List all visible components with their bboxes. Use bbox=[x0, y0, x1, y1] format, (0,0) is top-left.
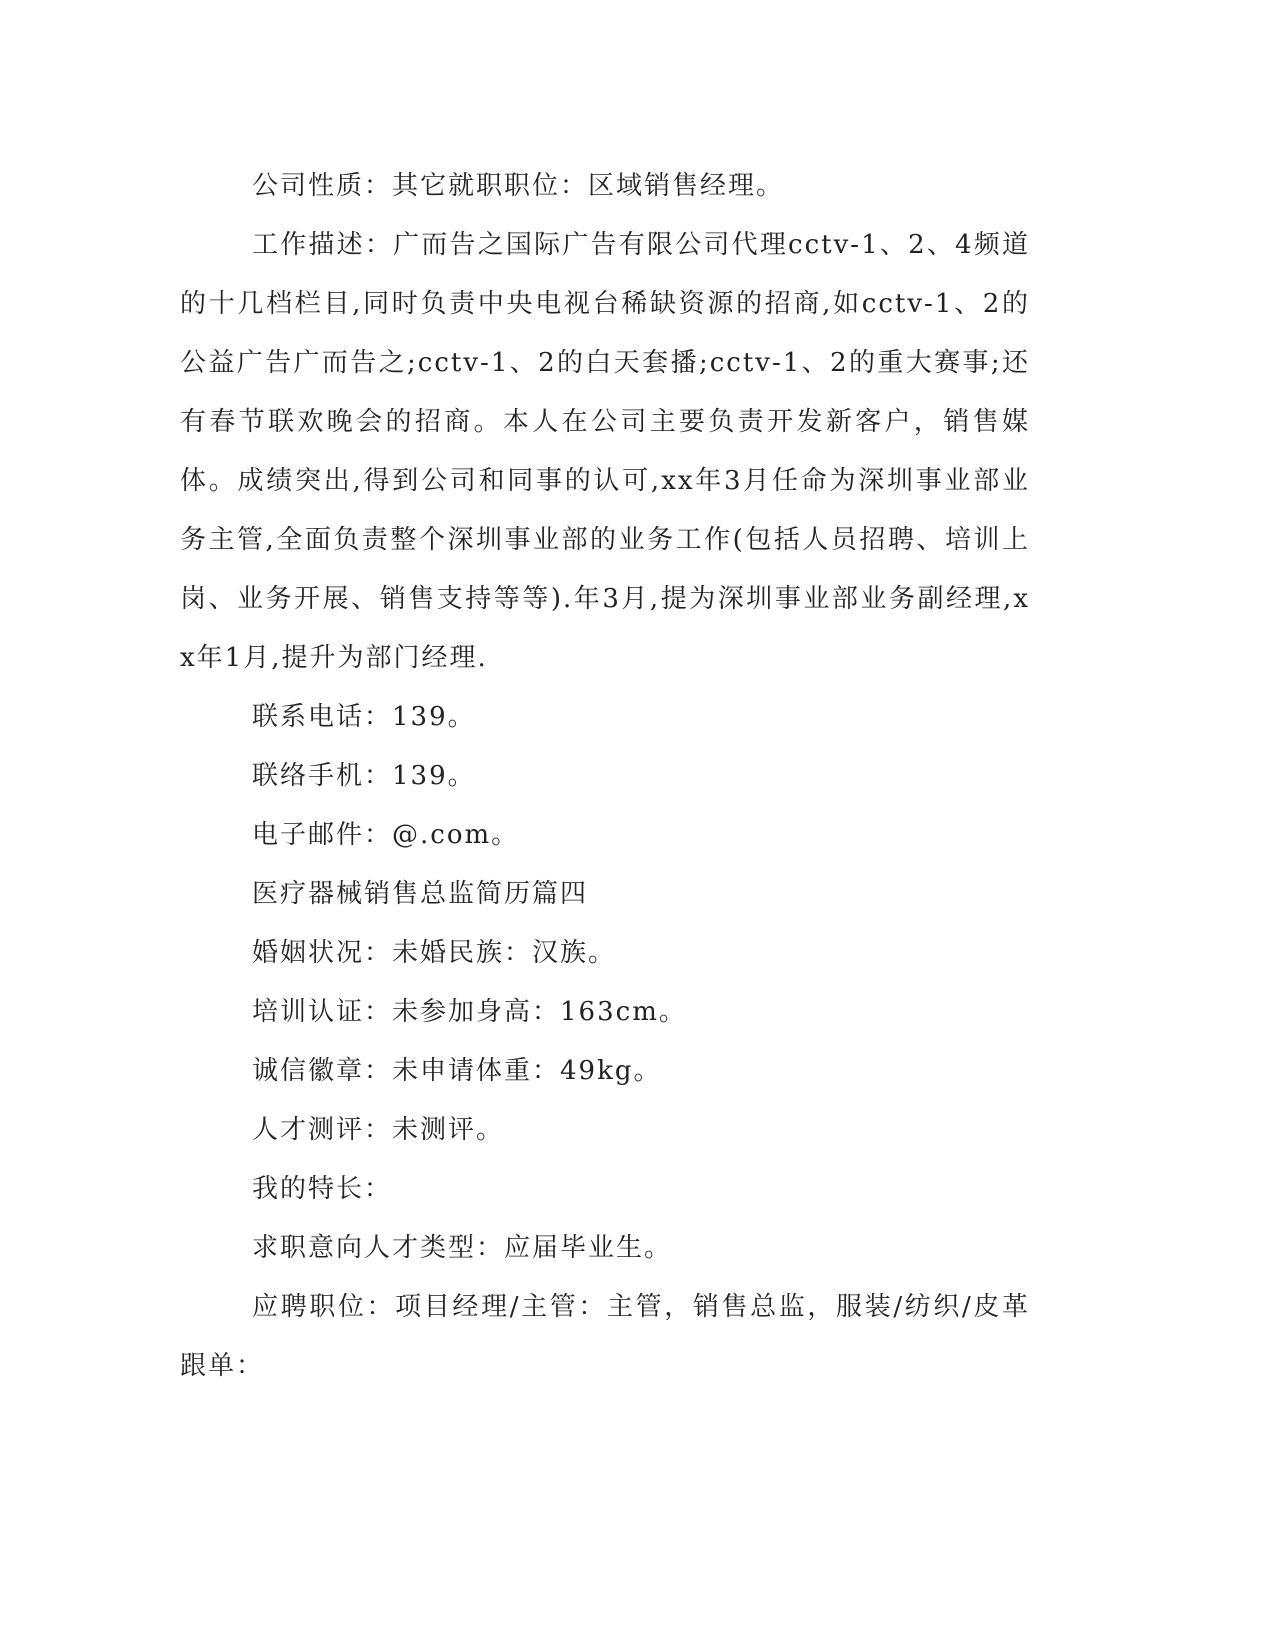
job-description-paragraph: 工作描述：广而告之国际广告有限公司代理cctv-1、2、4频道的十几档栏目,同时负责中央电视台稀缺资源的招商,如cctv-1、2的公益广告广而告之;cctv-1、2的白天套播;cctv-1、2的重大赛事;还有春节联欢晚会的招商。本人在公司主要负责开发新客户，销售媒体。成绩突出,得到公司和同事的认可,xx年3月任命为深圳事业部业务主管,全面负责整个深圳事业部的业务工作(包括人员招聘、培训上岗、业务开展、销售支持等等).年3月,提为深圳事业部业务副经理,xx年1月,提升为部门经理. bbox=[180, 230, 1030, 673]
applied-position-paragraph: 应聘职位：项目经理/主管：主管，销售总监，服装/纺织/皮革跟单： bbox=[180, 1292, 1030, 1381]
document-body bbox=[180, 157, 1030, 1396]
integrity-paragraph: 诚信徽章：未申请体重：49kg。 bbox=[252, 1056, 662, 1086]
training-paragraph: 培训认证：未参加身高：163cm。 bbox=[252, 997, 687, 1027]
company-info-paragraph: 公司性质：其它就职职位：区域销售经理。 bbox=[252, 171, 785, 201]
email-paragraph: 电子邮件：@.com。 bbox=[252, 820, 520, 850]
phone-paragraph: 联系电话：139。 bbox=[252, 702, 476, 732]
mobile-paragraph: 联络手机：139。 bbox=[252, 761, 476, 791]
assessment-paragraph: 人才测评：未测评。 bbox=[252, 1115, 505, 1145]
specialty-paragraph: 我的特长： bbox=[252, 1174, 393, 1204]
job-intent-paragraph: 求职意向人才类型：应届毕业生。 bbox=[252, 1233, 673, 1263]
marital-status-paragraph: 婚姻状况：未婚民族：汉族。 bbox=[252, 938, 617, 968]
section-heading: 医疗器械销售总监简历篇四 bbox=[252, 879, 589, 909]
